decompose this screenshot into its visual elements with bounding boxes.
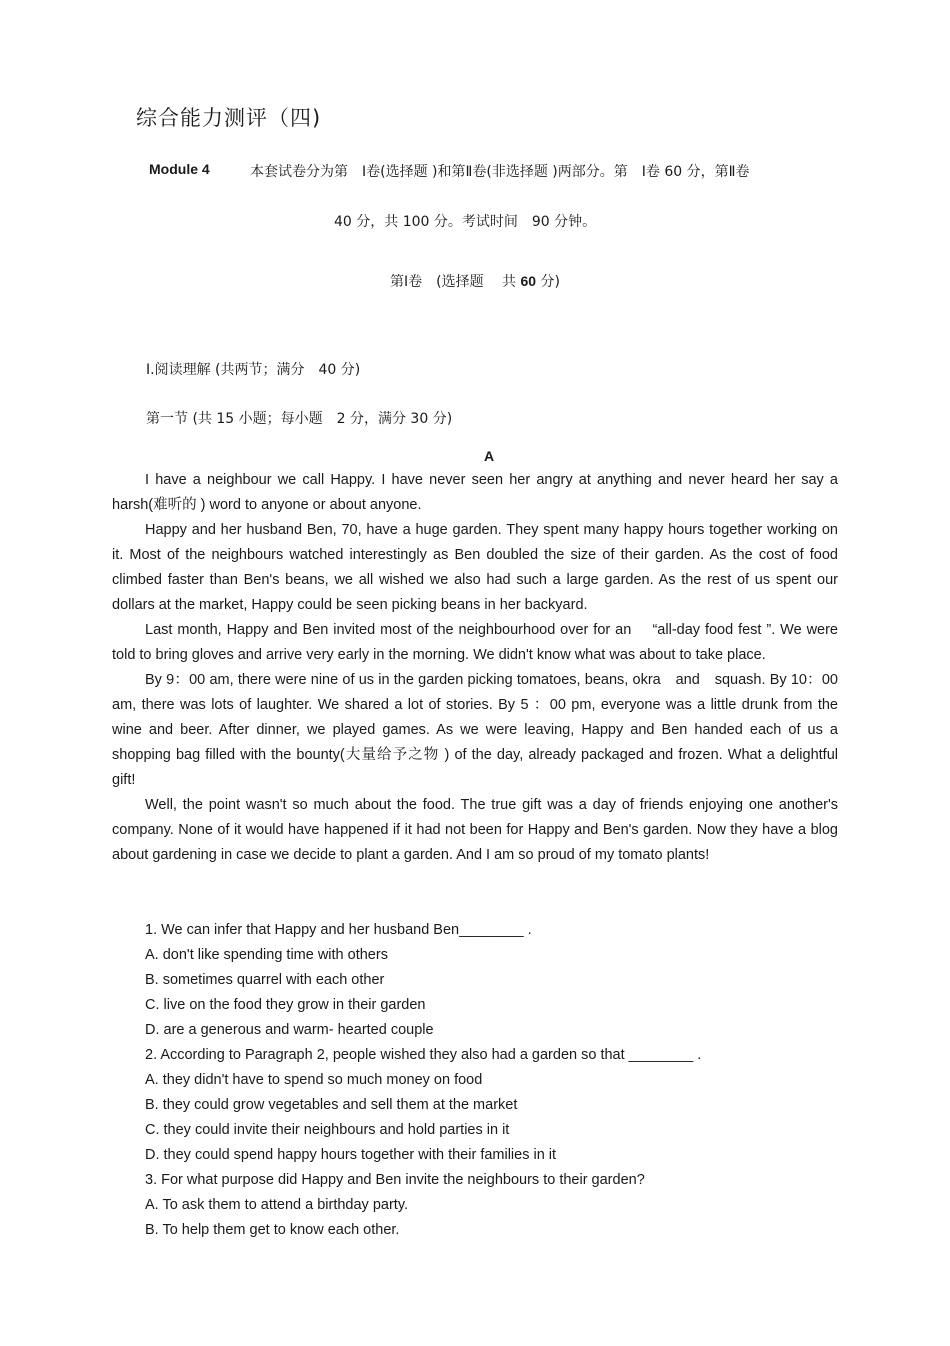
- section-heading-reading: Ⅰ.阅读理解 (共两节；满分 40 分): [146, 362, 361, 378]
- question-list: [145, 918, 845, 1243]
- passage-paragraph: I have a neighbour we call Happy. I have never seen her angry at anything and never heard her say a harsh(难听的 ) word to anyone or about anyone.: [112, 472, 838, 513]
- answer-option: B. sometimes quarrel with each other: [145, 972, 385, 988]
- question-stem: 1. We can infer that Happy and her husband Ben________ .: [145, 922, 532, 938]
- part-heading: [390, 271, 560, 291]
- part-heading-prefix: 第Ⅰ卷 (选择题 共: [390, 274, 521, 290]
- passage-paragraph: Well, the point wasn't so much about the food. The true gift was a day of friends enjoying one another's company. None of it would have happened if it had not been for Happy and Ben's garden. Now they have a blog about gardening in case we decide to plant a garden. And I am so proud of my tomato plants!: [112, 797, 838, 863]
- part-heading-suffix: 分): [536, 274, 560, 290]
- answer-option: C. live on the food they grow in their garden: [145, 997, 426, 1013]
- passage-paragraph: Last month, Happy and Ben invited most of the neighbourhood over for an “all-day food fest ”. We were told to bring gloves and arrive very early in the morning. We didn't know what was about to take place.: [112, 622, 838, 663]
- reading-passage: [112, 468, 838, 868]
- answer-option: D. are a generous and warm- hearted couple: [145, 1022, 434, 1038]
- exam-intro-line-2: 40 分，共 100 分。考试时间 90 分钟。: [334, 214, 597, 230]
- answer-option: A. To ask them to attend a birthday party.: [145, 1197, 409, 1213]
- exam-intro-line-1: 本套试卷分为第 Ⅰ卷(选择题 )和第Ⅱ卷(非选择题 )两部分。第 Ⅰ卷 60 分，第Ⅱ卷: [250, 164, 750, 180]
- module-label: Module 4: [149, 161, 210, 177]
- answer-option: A. they didn't have to spend so much money on food: [145, 1072, 483, 1088]
- answer-option: B. To help them get to know each other.: [145, 1222, 400, 1238]
- passage-paragraph: By 9：00 am, there were nine of us in the garden picking tomatoes, beans, okra and squash. By 10：00 am, there was lots of laughter. We shared a lot of stories. By 5 ：00 pm, everyone was a little drunk from the wine and beer. After dinner, we played games. As we were leaving, Happy and Ben handed each of us a shopping bag filled with the bounty(大量给予之物 ) of the day, already packaged and frozen. What a delightful gift!: [112, 672, 838, 788]
- answer-option: D. they could spend happy hours together with their families in it: [145, 1147, 557, 1163]
- passage-label: A: [484, 448, 495, 464]
- page-title: 综合能力测评（四): [136, 106, 322, 130]
- answer-option: B. they could grow vegetables and sell them at the market: [145, 1097, 518, 1113]
- question-stem: 2. According to Paragraph 2, people wished they also had a garden so that ________ .: [145, 1047, 702, 1063]
- passage-paragraph: Happy and her husband Ben, 70, have a huge garden. They spent many happy hours together working on it. Most of the neighbours watched interestingly as Ben doubled the size of their garden. As the cost of food climbed faster than Ben's beans, we all wished we also had such a large garden. As the rest of us spent our dollars at the market, Happy could be seen picking beans in her backyard.: [112, 522, 838, 613]
- question-stem: 3. For what purpose did Happy and Ben invite the neighbours to their garden?: [145, 1172, 645, 1188]
- answer-option: C. they could invite their neighbours and hold parties in it: [145, 1122, 510, 1138]
- section-heading-part-one: 第一节 (共 15 小题；每小题 2 分，满分 30 分): [146, 411, 453, 427]
- part-heading-score: 60: [520, 273, 537, 289]
- answer-option: A. don't like spending time with others: [145, 947, 388, 963]
